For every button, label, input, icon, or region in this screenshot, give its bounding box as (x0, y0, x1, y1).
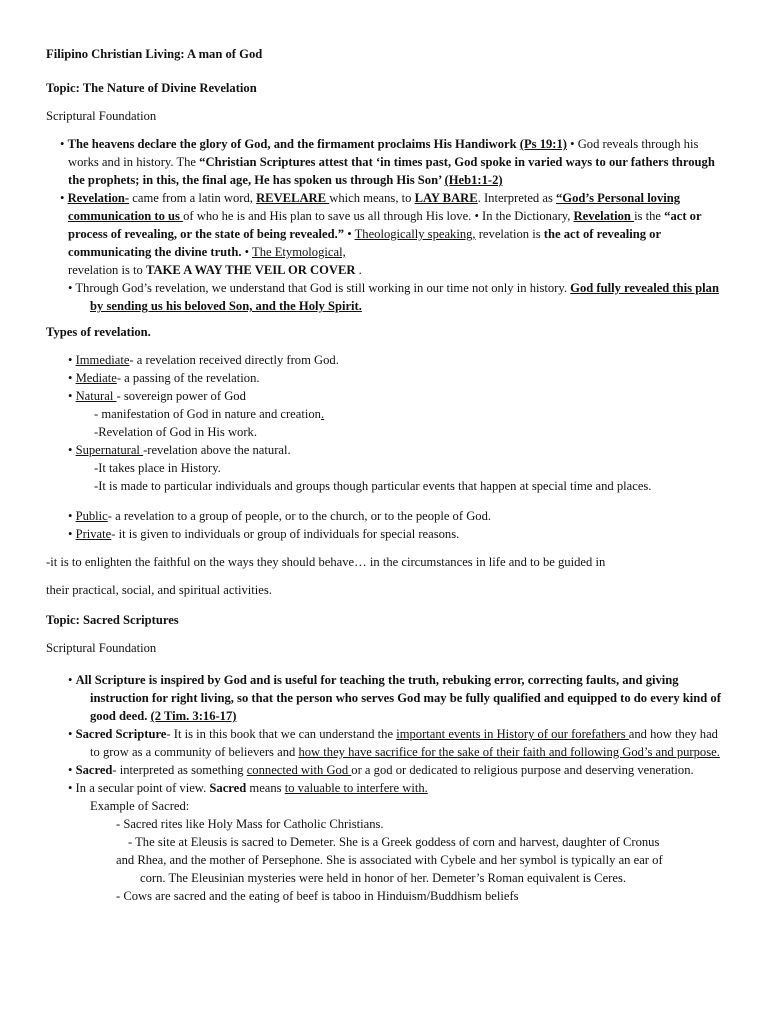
term-revelation: Revelation- (67, 191, 130, 205)
example-label: Example of Sacred: (90, 799, 190, 813)
phrase-sacrifice: how they have sacrifice for the sake of their faith and following God’s and purpose. (298, 745, 720, 759)
example-cows: - Cows are sacred and the eating of beef is taboo in Hinduism/Buddhism beliefs (116, 889, 519, 903)
paragraph-all-scripture: • All Scripture is inspired by God and is useful for teaching the truth, rebuking error, correcting faults, and giving instruction for right living, so that the person who serves God may be fully qualified and equipped to do every kind of good deed. (2 Tim. 3:16-17) (68, 673, 721, 723)
text: of who he is and His plan to save us all through His love. • In the Dictionary, (183, 209, 574, 223)
quote-psalm: The heavens declare the glory of God, and the firmament proclaims His Handiwork (67, 137, 520, 151)
list-item-immediate: • Immediate- a revelation received directly from God. (68, 353, 339, 367)
scriptural-foundation-label-2: Scriptural Foundation (46, 641, 157, 655)
types-heading: Types of revelation. (46, 325, 151, 339)
quote-dictionary: “act or process of revealing, or the state of being revealed.” (68, 209, 702, 241)
citation-hebrews: (Heb1:1-2) (444, 173, 503, 187)
list-item-private: • Private- it is given to individuals or group of individuals for special reasons. (68, 527, 460, 541)
term-private: Private (75, 527, 112, 541)
term-revelare: REVELARE (256, 191, 330, 205)
term-sacred: Sacred (75, 763, 113, 777)
paragraph-through-revelation (46, 279, 728, 315)
topic-heading-scriptures: Topic: Sacred Scriptures (46, 613, 179, 627)
paragraph-sacred-scripture: • Sacred Scripture- It is in this book that we can understand the important events in History of our forefathers and how they had to grow as a community of believers and how they have sacrifice for the sake of their faith and following God’s and purpose. (68, 727, 720, 759)
example-holy-mass: - Sacred rites like Holy Mass for Catholic Christians. (116, 817, 384, 831)
example-eleusis-2: and Rhea, and the mother of Persephone. She is associated with Cybele and her symbol is typically an ear of (116, 853, 663, 867)
topic-heading-revelation: Topic: The Nature of Divine Revelation (46, 81, 257, 95)
term-supernatural: Supernatural (75, 443, 144, 457)
term-etymological: The Etymological, (252, 245, 346, 259)
list-item-supernatural: • Supernatural -revelation above the natural. (68, 443, 291, 457)
text: is the (634, 209, 665, 223)
scriptural-foundation-label: Scriptural Foundation (46, 109, 157, 123)
phrase-divine-truth: the act of revealing or communicating the divine truth. (68, 227, 661, 259)
phrase-connected-with-god: connected with God (246, 763, 352, 777)
term-immediate: Immediate (75, 353, 130, 367)
term-mediate: Mediate (75, 371, 117, 385)
paragraph-veil (46, 261, 728, 279)
text: . (355, 263, 362, 277)
term-theologically: Theologically speaking, (354, 227, 476, 241)
list-item-natural: • Natural - sovereign power of God (68, 389, 246, 403)
quote-hebrews: “Christian Scriptures attest that ‘in times past, God spoke in varied ways to our fathers through the prophets; in this, the final age, He has spoken us through His Son’ (68, 155, 715, 187)
paragraph-revelation-definition (46, 189, 728, 261)
paragraph-enlighten-1: -it is to enlighten the faithful on the ways they should behave… in the circumstances in life and to be guided in (46, 555, 606, 569)
text: revelation is to (68, 263, 146, 277)
text-god-reveals: • God reveals through his works and in history. The (68, 137, 699, 169)
term-sacred-secular: Sacred (209, 781, 247, 795)
paragraph-heavens-declare (46, 135, 728, 189)
term-public: Public (75, 509, 108, 523)
bullet: • (60, 137, 68, 151)
paragraph-sacred: • Sacred- interpreted as something connected with God or a god or dedicated to religious purpose and deserving veneration. (68, 763, 694, 777)
text: • Through God’s revelation, we understand that God is still working in our time not only in history. (68, 281, 571, 295)
phrase-valuable: to valuable to interfere with. (284, 781, 428, 795)
term-natural: Natural (75, 389, 117, 403)
example-eleusis-1: - The site at Eleusis is sacred to Demeter. She is a Greek goddess of corn and harvest, daughter of Cronus (128, 835, 660, 849)
text: . Interpreted as (477, 191, 556, 205)
text: • (344, 227, 355, 241)
term-sacred-scripture: Sacred Scripture (75, 727, 167, 741)
natural-sub-2: -Revelation of God in His work. (94, 425, 257, 439)
phrase-personal-communication: “God’s Personal loving communication to us (68, 191, 681, 223)
citation-psalm: (Ps 19:1) (519, 137, 567, 151)
supernatural-sub-1: -It takes place in History. (94, 461, 221, 475)
document-title: Filipino Christian Living: A man of God (46, 47, 263, 61)
text: • (241, 245, 252, 259)
text: which means, to (329, 191, 415, 205)
text: came from a latin word, (129, 191, 257, 205)
example-eleusis-3: corn. The Eleusinian mysteries were held in honor of her. Demeter’s Roman equivalent is Ceres. (140, 871, 627, 885)
phrase-important-events: important events in History of our forefathers (396, 727, 629, 741)
list-item-mediate: • Mediate- a passing of the revelation. (68, 371, 260, 385)
list-item-public: • Public- a revelation to a group of people, or to the church, or to the people of God. (68, 509, 492, 523)
natural-sub-1: - manifestation of God in nature and creation. (94, 407, 325, 421)
term-revelation-dictionary: Revelation (573, 209, 635, 223)
term-lay-bare: LAY BARE (414, 191, 478, 205)
bullet: • (60, 191, 68, 205)
paragraph-enlighten-2: their practical, social, and spiritual activities. (46, 583, 272, 597)
phrase-god-fully-revealed: God fully revealed this plan by sending us his beloved Son, and the Holy Spirit. (90, 281, 719, 313)
text: revelation is (475, 227, 544, 241)
supernatural-sub-2: -It is made to particular individuals and groups though particular events that happen at special time and places. (94, 479, 652, 493)
phrase-take-away-veil: TAKE A WAY THE VEIL OR COVER (146, 263, 356, 277)
quote-timothy: All Scripture is inspired by God and is useful for teaching the truth, rebuking error, correcting faults, and giving instruction for right living, so that the person who serves God may be fully qualified and equipped to do every kind of good deed. (75, 673, 721, 723)
citation-timothy: (2 Tim. 3:16-17) (150, 709, 237, 723)
paragraph-secular: • In a secular point of view. Sacred means to valuable to interfere with. (68, 781, 428, 795)
